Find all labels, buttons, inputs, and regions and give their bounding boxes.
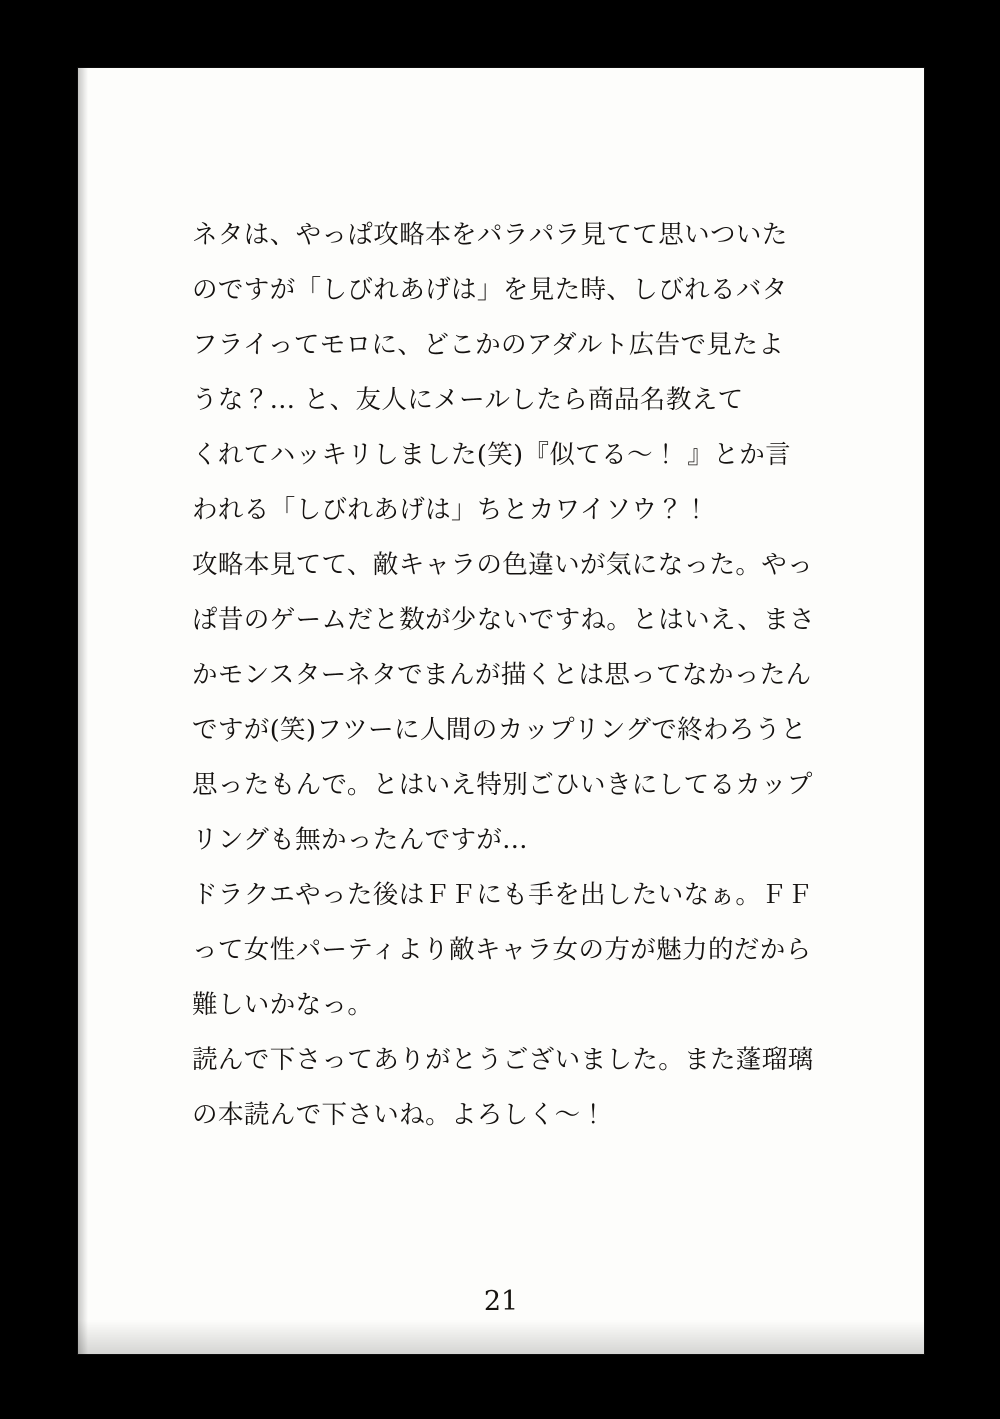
text-line: 読んで下さってありがとうございました。また蓬瑠璃 — [192, 1045, 814, 1075]
text-line: リングも無かったんですが... — [192, 825, 528, 855]
text-line: ドラクエやった後はＦＦにも手を出したいなぁ。ＦＦ — [192, 880, 814, 910]
text-line: 難しいかなっ。 — [192, 990, 374, 1020]
text-line: ネタは、やっぱ攻略本をパラパラ見てて思いついた — [192, 220, 788, 250]
page-number: 21 — [483, 1286, 519, 1317]
page-body-text — [192, 208, 842, 1143]
text-line: ですが(笑)フツーに人間のカップリングで終わろうと — [192, 715, 807, 745]
document-page — [78, 68, 924, 1354]
text-line: 思ったもんで。とはいえ特別ごひいきにしてるカップ — [192, 770, 813, 800]
text-line: の本読んで下さいね。よろしく〜！ — [192, 1100, 607, 1130]
text-line: 攻略本見てて、敵キャラの色違いが気になった。やっ — [192, 550, 814, 580]
text-line: のですが「しびれあげは」を見た時、しびれるバタ — [192, 275, 788, 305]
text-line: かモンスターネタでまんが描くとは思ってなかったん — [192, 660, 812, 690]
text-line: われる「しびれあげは」ちとカワイソウ？！ — [192, 495, 710, 525]
text-line: フライってモロに、どこかのアダルト広告で見たよ — [192, 330, 785, 360]
text-line: くれてハッキリしました(笑)『似てる〜！ 』とか言 — [192, 440, 792, 470]
text-line: って女性パーティより敵キャラ女の方が魅力的だから — [192, 935, 812, 965]
text-line: ぱ昔のゲームだと数が少ないですね。とはいえ、まさ — [192, 605, 816, 635]
text-line: うな？... と、友人にメールしたら商品名教えて — [192, 385, 744, 415]
